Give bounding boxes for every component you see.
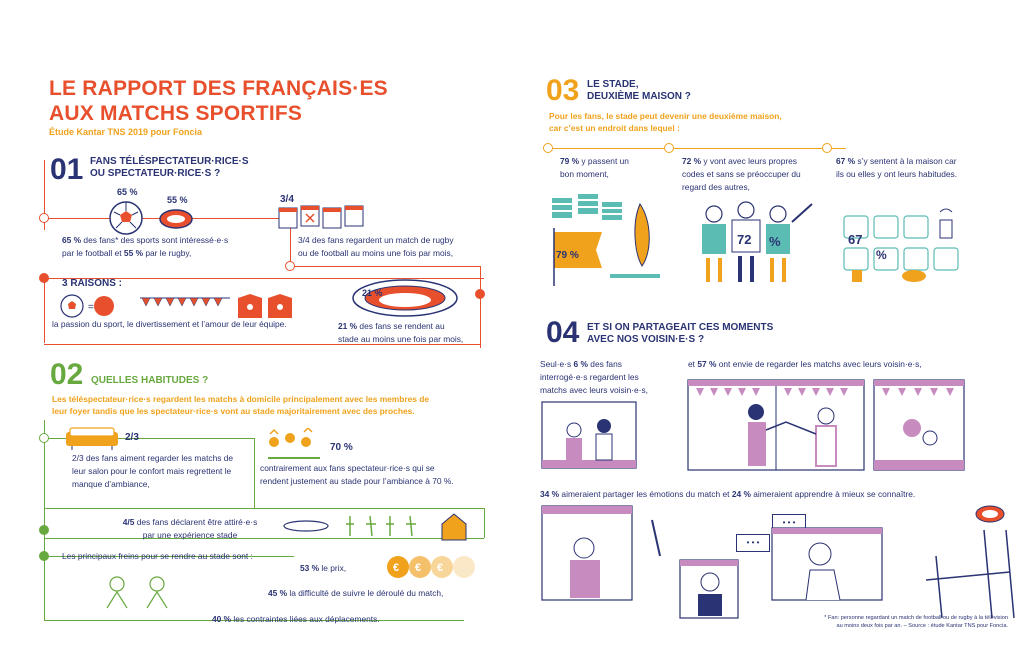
s02-home-line-3: manque d’ambiance, bbox=[72, 479, 150, 489]
s02-brake-3 bbox=[212, 613, 442, 626]
window-neighbors-3 bbox=[872, 378, 968, 474]
s02-brake-3-text: les contraintes liées aux déplacements. bbox=[231, 614, 380, 624]
title-line-1: LE RAPPORT DES FRANÇAIS·ES bbox=[49, 77, 388, 100]
s02-brakes-intro: Les principaux freins pour se rendre au stade sont : bbox=[62, 551, 253, 561]
s02-home-line-1: 2/3 des fans aiment regarder les matchs de bbox=[72, 453, 234, 463]
section-04-title-line-2: AVEC NOS VOISIN·E·S ? bbox=[587, 334, 705, 345]
rugby-ball-icon bbox=[158, 207, 194, 231]
s04-stat-1-bold: 6 % bbox=[573, 359, 588, 369]
reasons-icons bbox=[60, 292, 310, 320]
s02-home-line-2: leur salon pour le confort mais regrettent le bbox=[72, 466, 232, 476]
s03-intro-line-1: Pour les fans, le stade peut devenir une deuxième maison, bbox=[549, 111, 782, 121]
s02-away-line-1: contrairement aux fans spectateur·rice·s qui se bbox=[260, 463, 435, 473]
s03-col-1-bold: 79 % bbox=[560, 156, 580, 166]
s01-connector-3 bbox=[290, 266, 480, 267]
euro-coins-icon bbox=[385, 554, 485, 580]
svg-text:€: € bbox=[437, 562, 444, 574]
window-neighbors-4 bbox=[540, 504, 640, 604]
window-neighbors-5 bbox=[640, 516, 740, 622]
s02-away-stat bbox=[260, 462, 500, 488]
s03-col-3-line-1: s’y sentent à la maison car bbox=[855, 156, 957, 166]
confused-fans-icon bbox=[95, 574, 185, 610]
s03-node-1 bbox=[543, 143, 553, 153]
s03-col-1 bbox=[560, 155, 670, 181]
stadium-ambiance-label: 70 % bbox=[330, 442, 353, 453]
s02-connector-3 bbox=[44, 508, 484, 509]
s01-stat-1-line-1: des fans* des sports sont intéressé·e·s bbox=[81, 235, 229, 245]
s02-intro bbox=[52, 393, 492, 417]
section-01-title-line-2: OU SPECTATEUR·RICE·S ? bbox=[90, 168, 221, 179]
calendar-icons bbox=[278, 204, 368, 234]
fans-bench-icon bbox=[692, 200, 822, 288]
s03-col-3 bbox=[836, 155, 986, 181]
s02-connector-4 bbox=[484, 508, 485, 538]
section-04-title bbox=[587, 322, 773, 346]
reasons-text: la passion du sport, le divertissement et l’amour de leur équipe. bbox=[52, 319, 287, 329]
section-01-title bbox=[90, 156, 249, 180]
s04-stat-1-line-3: matchs avec leurs voisin·e·s, bbox=[540, 385, 648, 395]
s03-col-3-bold: 67 % bbox=[836, 156, 856, 166]
page-subtitle: Étude Kantar TNS 2019 pour Foncia bbox=[49, 127, 203, 137]
calendar-label: 3/4 bbox=[280, 194, 294, 205]
stadium-icon bbox=[350, 276, 460, 320]
footnote-line-2: au moins deux fois par an. – Source : étude Kantar TNS pour Foncia. bbox=[836, 623, 1008, 629]
s04-stat-2-bold: 57 % bbox=[697, 359, 717, 369]
s03-col-2-line-3: regard des autres, bbox=[682, 182, 750, 192]
rugby-posts-icon bbox=[906, 500, 1016, 620]
s02-brake-1-text: le prix, bbox=[319, 563, 347, 573]
s01-stat-1-line-2a: par le football et bbox=[62, 248, 124, 258]
s01-stat-1-bold: 65 % bbox=[62, 235, 82, 245]
s01-stat-3-bold: 21 % bbox=[338, 321, 358, 331]
s03-col-2 bbox=[682, 155, 832, 194]
section-03-number: 03 bbox=[546, 74, 580, 107]
s04-stat-2-a: et bbox=[688, 359, 698, 369]
s04-stat-2 bbox=[688, 358, 988, 371]
s01-node-2 bbox=[285, 261, 295, 271]
s03-intro-line-2: car c’est un endroit dans lequel : bbox=[549, 123, 680, 133]
s01-node-4 bbox=[39, 273, 49, 283]
s02-brake-2-bold: 45 % bbox=[268, 588, 288, 598]
page-title bbox=[49, 76, 469, 126]
s03-col-2-line-2: codes et sans se préoccuper du bbox=[682, 169, 801, 179]
s01-stat-3-line-2: stade au moins une fois par mois, bbox=[338, 334, 464, 344]
s01-stat-3 bbox=[338, 320, 488, 346]
speech-bubble-1: • • • bbox=[736, 534, 770, 552]
scarf-flag-icon bbox=[548, 192, 668, 288]
s02-node-1 bbox=[39, 433, 49, 443]
stadium-pct: 21 % bbox=[362, 288, 383, 298]
s04-stat-1 bbox=[540, 358, 680, 397]
rugby-pct: 55 % bbox=[167, 195, 188, 205]
section-01-number: 01 bbox=[50, 153, 84, 186]
s01-stat-1-bold-2: 55 % bbox=[123, 248, 144, 258]
s04-stat-3-c: aimeraient apprendre à mieux se connaître. bbox=[750, 489, 916, 499]
s01-connector-6 bbox=[44, 278, 45, 343]
experience-icons bbox=[280, 512, 480, 544]
s04-stat-3-bold-2: 24 % bbox=[731, 489, 751, 499]
section-04-title-line-1: ET SI ON PARTAGEAIT CES MOMENTS bbox=[587, 322, 774, 333]
fan-label-pct: % bbox=[769, 234, 781, 249]
s01-stat-2-line-1: 3/4 des fans regardent un match de rugby bbox=[298, 235, 454, 245]
stadium-seats-icon bbox=[840, 206, 966, 290]
s01-stat-2 bbox=[298, 234, 498, 260]
s04-stat-3-a: aimeraient partager les émotions du match et bbox=[559, 489, 732, 499]
title-line-2: AUX MATCHS SPORTIFS bbox=[49, 102, 303, 125]
football-icon bbox=[108, 200, 144, 236]
s04-stat-3-bold-1: 34 % bbox=[540, 489, 560, 499]
section-03-title-line-2: DEUXIÈME MAISON ? bbox=[587, 91, 691, 102]
s02-attract-stat bbox=[90, 516, 290, 542]
s01-stat-1-line-2c: par le rugby, bbox=[143, 248, 192, 258]
s01-node-3 bbox=[475, 289, 485, 299]
svg-text:€: € bbox=[393, 562, 400, 574]
s04-stat-1-line-1a: Seul·e·s bbox=[540, 359, 574, 369]
s02-away-line-2: rendent justement au stade pour l’ambiance à 70 %. bbox=[260, 476, 454, 486]
s02-brake-2 bbox=[268, 587, 498, 600]
s02-node-3 bbox=[39, 551, 49, 561]
reasons-title: 3 RAISONS : bbox=[62, 278, 123, 289]
football-pct: 65 % bbox=[117, 187, 138, 197]
s02-node-2 bbox=[39, 525, 49, 535]
s03-col-2-line-1: y vont avec leurs propres bbox=[701, 156, 797, 166]
section-03-title bbox=[587, 79, 691, 103]
s02-brake-3-bold: 40 % bbox=[212, 614, 232, 624]
s03-node-2 bbox=[664, 143, 674, 153]
flag-label: 79 % bbox=[556, 250, 579, 261]
sofa-label: 2/3 bbox=[125, 432, 139, 443]
footnote-line-1: * Fan: personne regardant un match de football ou de rugby à la télévision bbox=[824, 615, 1008, 621]
window-neighbors-2 bbox=[686, 378, 866, 474]
s02-timeline-left bbox=[44, 420, 45, 620]
sofa-icon bbox=[64, 424, 120, 450]
footnote bbox=[772, 614, 1008, 630]
fan-label: 72 bbox=[737, 232, 752, 247]
section-02-number: 02 bbox=[50, 358, 84, 391]
s02-intro-line-2: leur foyer tandis que les spectateur·rice·s vont au stade majoritairement avec des proches. bbox=[52, 406, 415, 416]
s01-stat-2-line-2: ou de football au moins une fois par mois, bbox=[298, 248, 454, 258]
svg-text:€: € bbox=[415, 562, 422, 574]
s02-brake-2-text: la difficulté de suivre le déroulé du match, bbox=[287, 588, 444, 598]
s03-col-3-line-2: ils ou elles y ont leurs habitudes. bbox=[836, 169, 958, 179]
s03-col-1-line-1: y passent un bbox=[579, 156, 629, 166]
s04-stat-1-line-1c: des fans bbox=[587, 359, 622, 369]
s01-node-1 bbox=[39, 213, 49, 223]
s03-node-3 bbox=[822, 143, 832, 153]
room-label-pct: % bbox=[876, 248, 887, 262]
s03-connector bbox=[546, 148, 846, 149]
s02-attract-line-2: par une expérience stade bbox=[142, 530, 238, 540]
s02-brake-1-bold: 53 % bbox=[300, 563, 320, 573]
s02-intro-line-1: Les téléspectateur·rice·s regardent les matchs à domicile principalement avec les membres de bbox=[52, 394, 430, 404]
crowd-icon bbox=[264, 428, 324, 460]
window-neighbors-6 bbox=[770, 504, 890, 604]
s02-home-stat bbox=[72, 452, 262, 491]
s03-col-2-bold: 72 % bbox=[682, 156, 702, 166]
section-03-title-line-1: LE STADE, bbox=[587, 79, 639, 90]
s02-attract-bold: 4/5 bbox=[122, 517, 135, 527]
svg-text:=: = bbox=[88, 302, 94, 313]
s04-stat-2-c: ont envie de regarder les matchs avec leurs voisin·e·s, bbox=[716, 359, 922, 369]
s02-attract-line-1: des fans déclarent être attiré·e·s bbox=[134, 517, 258, 527]
window-neighbors-1 bbox=[540, 396, 640, 472]
section-04-number: 04 bbox=[546, 316, 580, 349]
room-label: 67 bbox=[848, 232, 863, 247]
section-01-title-line-1: FANS TÉLÉSPECTATEUR·RICE·S bbox=[90, 156, 249, 167]
section-02-title: QUELLES HABITUDES ? bbox=[91, 375, 209, 386]
s03-intro bbox=[549, 110, 839, 134]
s01-stat-1 bbox=[62, 234, 272, 260]
speech-bubble-2: • • • bbox=[772, 514, 806, 532]
s04-stat-1-line-2: interrogé·e·s regardent les bbox=[540, 372, 639, 382]
s03-col-1-line-2: bon moment, bbox=[560, 169, 609, 179]
s01-stat-3-line-1: des fans se rendent au bbox=[357, 321, 445, 331]
